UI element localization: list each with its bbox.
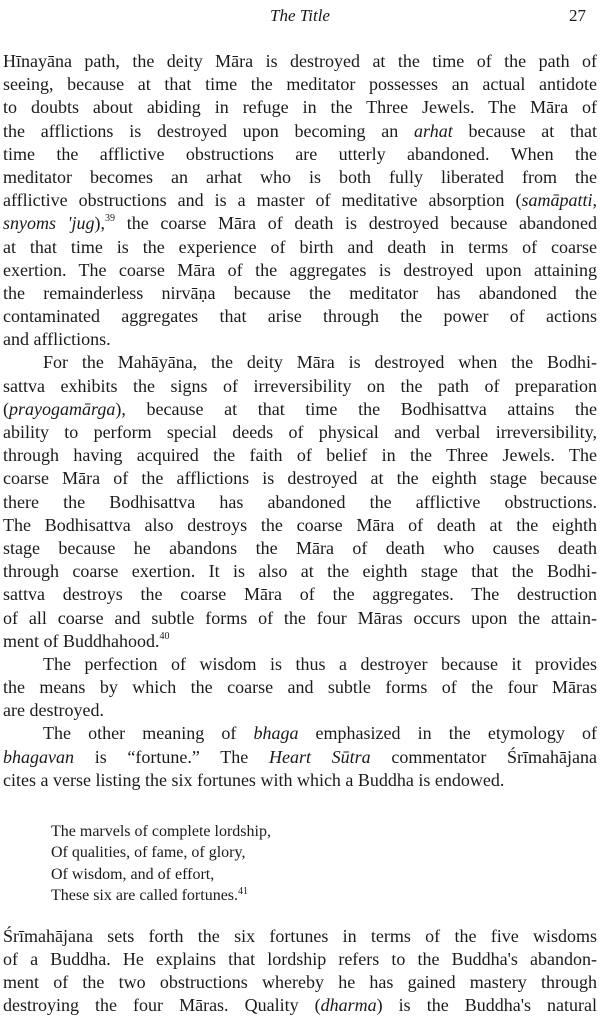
text-line <box>51 821 597 842</box>
text-run: Of wisdom, and of effort, <box>51 865 215 883</box>
text-run: ) is the Buddha's natural <box>376 995 597 1016</box>
text-run: ability to perform special deeds of physical and verbal irreversibility, <box>3 422 597 442</box>
text-line <box>3 769 597 792</box>
text-line <box>3 925 597 948</box>
text-run: The other meaning of <box>43 723 254 744</box>
text-line <box>3 236 597 259</box>
text-line <box>3 73 597 96</box>
text-line <box>3 444 597 467</box>
footnote-ref: 41 <box>238 886 249 898</box>
text-line <box>3 166 597 189</box>
text-run: the coarse Māra of death is destroyed because abandoned <box>115 213 597 234</box>
text-line <box>51 885 597 906</box>
text-line <box>3 676 597 699</box>
text-run: contaminated aggregates that arise through the power of actions <box>3 306 597 327</box>
footnote-ref: 39 <box>105 213 116 225</box>
text-run: there the Bodhisattva has abandoned the afflictive obstructions. <box>3 491 597 512</box>
text-run: and afflictions. <box>3 329 111 350</box>
italic-term: arhat <box>414 120 453 141</box>
text-line <box>3 491 597 514</box>
text-run: The perfection of wisdom is thus a destroyer because it provides <box>43 653 597 674</box>
paragraph <box>3 722 597 792</box>
text-line <box>3 467 597 490</box>
text-run: the afflictions is destroyed upon becoming an <box>3 120 415 141</box>
text-run: sattva exhibits the signs of irreversibility on the path of preparation <box>3 375 597 396</box>
text-run: Of qualities, of fame, of glory, <box>51 844 246 862</box>
page-number: 27 <box>569 6 586 25</box>
text-run: are destroyed. <box>3 700 104 721</box>
text-line <box>3 50 597 73</box>
text-run: ), because at that time the Bodhisattva attains the <box>115 398 597 419</box>
text-run: meditator becomes an arhat who is both fully liberated from the <box>3 166 597 187</box>
text-line <box>3 514 597 537</box>
text-run: stage because he abandons the Māra of death who causes death <box>3 537 597 558</box>
text-run: exertion. The coarse Māra of the aggregates is destroyed upon attaining <box>3 259 597 280</box>
text-line <box>3 189 597 212</box>
body-text <box>3 50 597 1017</box>
text-run: sattva destroys the coarse Māra of the aggregates. The destruction <box>3 584 597 605</box>
text-run: the remainderless nirvāṇa because the meditator has abandoned the <box>3 282 597 303</box>
text-line <box>3 971 597 994</box>
text-line <box>3 120 597 143</box>
text-line <box>3 722 597 745</box>
text-line <box>3 607 597 630</box>
text-run: the means by which the coarse and subtle forms of the four Māras <box>3 677 597 698</box>
italic-term: bhagavan <box>3 746 74 767</box>
italic-term: samāpatti, <box>521 190 597 211</box>
text-run: These six are called fortunes. <box>51 887 239 905</box>
text-line <box>3 328 597 351</box>
italic-term: Heart Sūtra <box>268 746 371 767</box>
footnote-ref: 40 <box>159 630 170 642</box>
text-run: at that time is the experience of birth and death in terms of coarse <box>3 236 597 257</box>
text-run: seeing, because at that time the meditator possesses an actual antidote <box>3 74 597 95</box>
text-line <box>3 305 597 328</box>
italic-term: bhaga <box>253 723 299 744</box>
italic-term: prayogamārga <box>9 398 116 419</box>
text-line <box>3 212 597 235</box>
text-run: through coarse exertion. It is also at the eighth stage that the Bodhi- <box>3 561 597 582</box>
paragraph <box>3 351 597 652</box>
text-run: ( <box>3 398 9 419</box>
text-run: coarse Māra of the afflictions is destroyed at the eighth stage because <box>3 468 597 489</box>
text-line <box>3 282 597 305</box>
text-line <box>3 421 597 444</box>
text-line <box>3 746 597 769</box>
text-run: time the afflictive obstructions are utterly abandoned. When the <box>3 143 597 164</box>
paragraph <box>3 653 597 723</box>
paragraph <box>3 50 597 351</box>
text-run: Śrīmahājana sets forth the six fortunes in terms of the five wisdoms <box>3 925 597 946</box>
italic-term: dharma <box>320 995 377 1016</box>
text-run: For the Mahāyāna, the deity Māra is destroyed when the Bodhi- <box>43 352 597 373</box>
text-run: is “fortune.” The <box>74 746 269 767</box>
text-line <box>3 143 597 166</box>
text-line <box>3 351 597 374</box>
text-run: Hīnayāna path, the deity Māra is destroyed at the time of the path of <box>3 51 597 71</box>
text-run: The Bodhisattva also destroys the coarse Māra of death at the eighth <box>3 514 597 535</box>
text-line <box>3 537 597 560</box>
text-run: afflictive obstructions and is a master of meditative absorption ( <box>3 190 522 211</box>
text-run: ment of the two obstructions whereby he has gained mastery through <box>3 971 597 992</box>
text-line <box>3 259 597 282</box>
text-run: through having acquired the faith of belief in the Three Jewels. The <box>3 445 597 466</box>
text-run: destroying the four Māras. Quality ( <box>3 995 321 1016</box>
text-line <box>3 653 597 676</box>
text-line <box>3 699 597 722</box>
text-run: cites a verse listing the six fortunes with which a Buddha is endowed. <box>3 769 505 790</box>
text-run: of a Buddha. He explains that lordship refers to the Buddha's abandon- <box>3 948 597 969</box>
text-line <box>3 96 597 119</box>
text-run: to doubts about abiding in refuge in the Three Jewels. The Māra of <box>3 97 597 118</box>
text-line <box>3 583 597 606</box>
paragraph <box>3 925 597 1018</box>
text-run: commentator Śrīmahājana <box>370 746 597 767</box>
text-run: ), <box>94 213 106 234</box>
text-line <box>3 375 597 398</box>
verse-quote <box>51 821 597 907</box>
text-line <box>3 948 597 971</box>
text-run: because at that <box>452 120 597 141</box>
text-line <box>3 560 597 583</box>
text-line <box>3 398 597 421</box>
text-line <box>51 842 597 863</box>
text-run: ment of Buddhahood. <box>3 630 160 651</box>
text-run: emphasized in the etymology of <box>298 723 597 744</box>
text-run: The marvels of complete lordship, <box>51 823 271 840</box>
text-line <box>3 630 597 653</box>
text-line <box>3 994 597 1017</box>
running-title: The Title <box>270 6 330 25</box>
text-line <box>51 864 597 885</box>
italic-term: snyoms 'jug <box>3 213 95 234</box>
text-run: of all coarse and subtle forms of the four Māras occurs upon the attain- <box>3 607 597 628</box>
